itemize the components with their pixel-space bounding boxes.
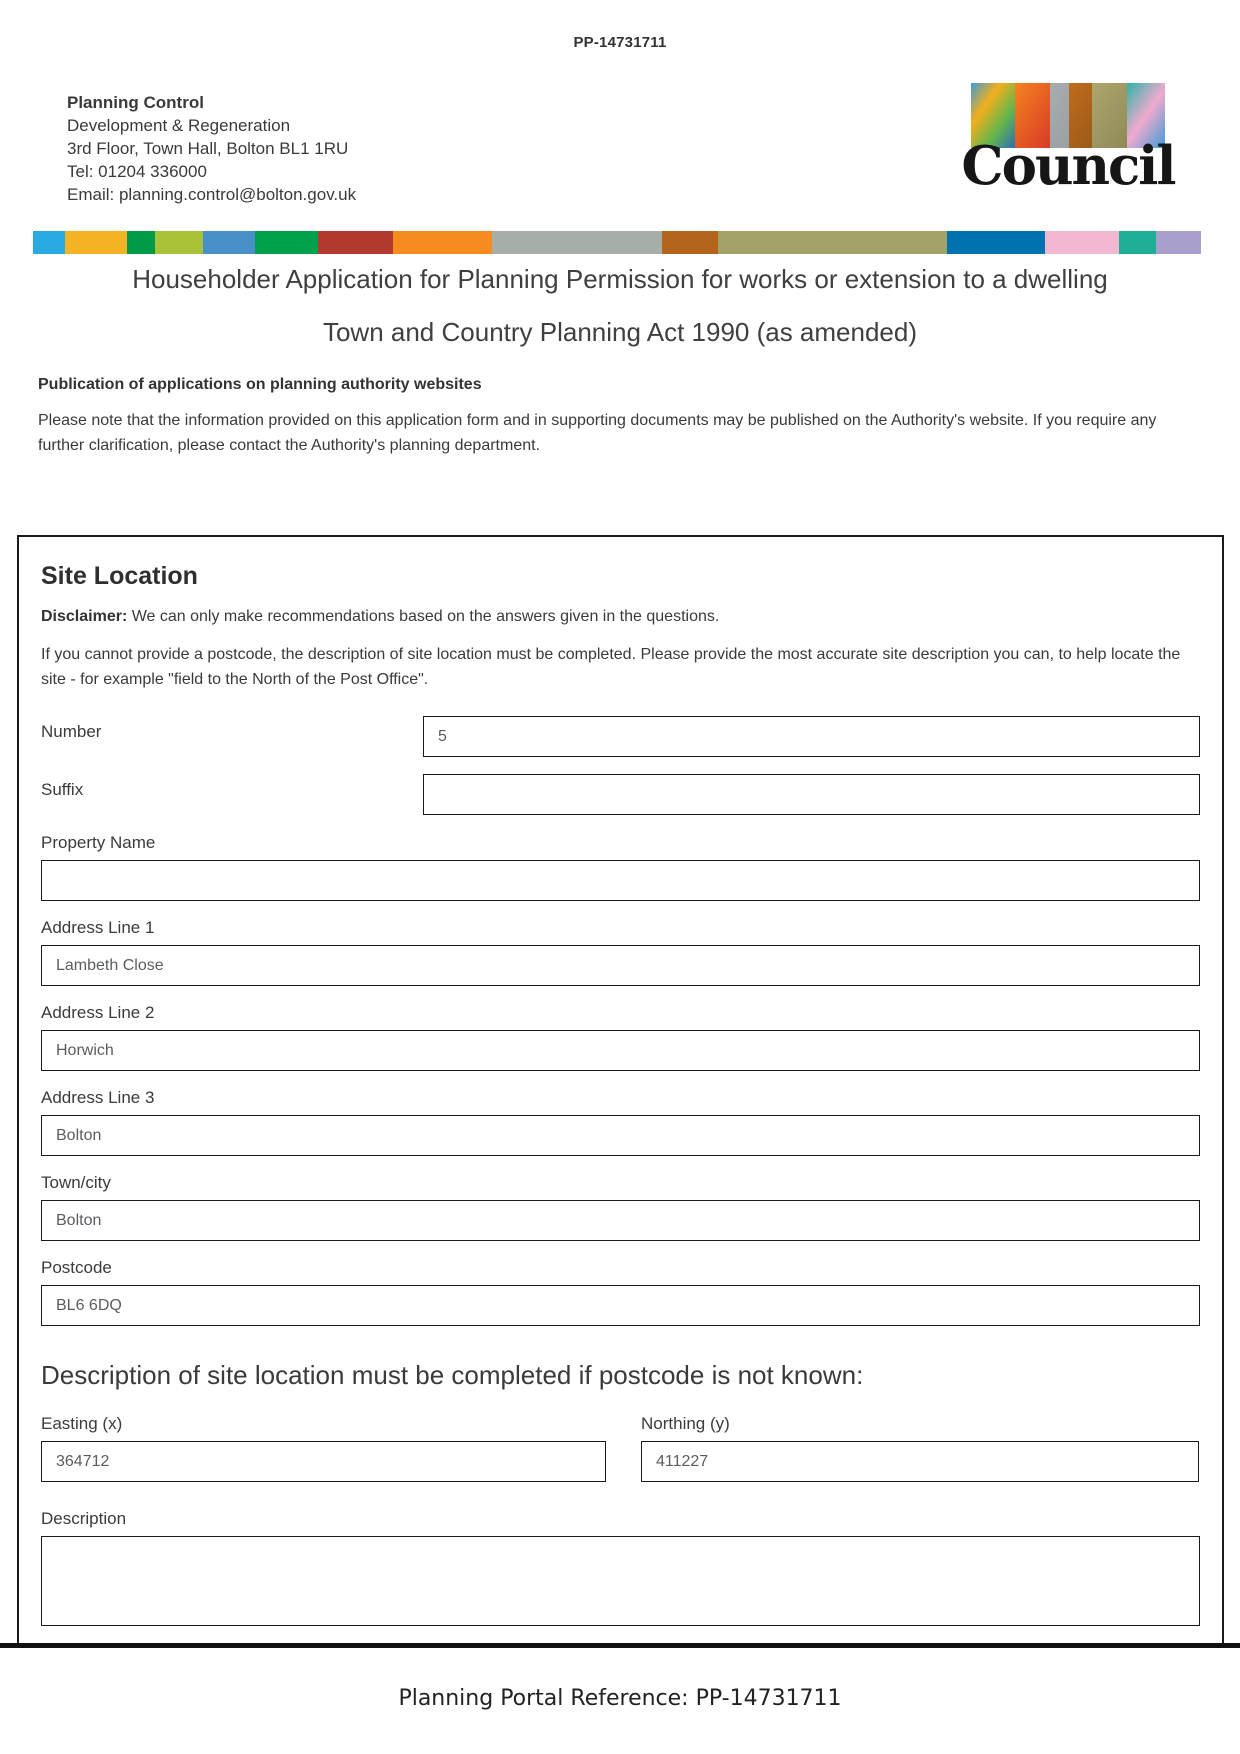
address-line: 3rd Floor, Town Hall, Bolton BL1 1RU — [67, 139, 349, 158]
field-label: Property Name — [41, 833, 156, 852]
field-input[interactable] — [41, 1030, 1200, 1071]
bolton-council-logo — [959, 91, 1177, 197]
postcode-guidance-text: If you cannot provide a postcode, the description of site location must be completed. Please provide the most accurate site description you can, to help locate the site - for example "field to the North of the Post Office". — [41, 646, 1181, 688]
header — [0, 91, 1240, 206]
site-location-section — [17, 535, 1224, 1648]
planning-portal-reference: Planning Portal Reference: PP-14731711 — [398, 1686, 842, 1711]
field-row — [41, 917, 1200, 986]
field-label: Number — [41, 722, 102, 741]
field-row — [41, 1172, 1200, 1241]
logo-word-bolton — [959, 91, 1177, 142]
stripe-segment — [33, 231, 65, 254]
field-input[interactable] — [41, 1200, 1200, 1241]
northing-label: Northing (y) — [641, 1414, 730, 1433]
field-label: Address Line 1 — [41, 918, 155, 937]
stripe-segment — [127, 231, 155, 254]
field-row — [41, 1002, 1200, 1071]
form-title: Householder Application for Planning Permission for works or extension to a dwelling — [132, 264, 1108, 294]
description-field-group — [41, 1508, 1200, 1626]
disclaimer-text — [41, 608, 1200, 626]
description-textarea[interactable] — [41, 1536, 1200, 1626]
phone-line: Tel: 01204 336000 — [67, 162, 207, 181]
stripe-segment — [718, 231, 947, 254]
publication-note: Please note that the information provided on this application form and in supporting documents may be published on the Authority's website. If you require any further clarification, please contact the Authority's planning department. — [38, 412, 1157, 454]
northing-input[interactable] — [641, 1441, 1199, 1482]
field-label: Address Line 2 — [41, 1003, 155, 1022]
form-subtitle: Town and Country Planning Act 1990 (as amended) — [322, 317, 918, 347]
stripe-segment — [947, 231, 1045, 254]
field-label: Suffix — [41, 780, 84, 799]
page-footer — [0, 1648, 1240, 1749]
logo-word-council: Council — [961, 134, 1175, 197]
stripe-segment — [393, 231, 492, 254]
field-input[interactable] — [423, 774, 1200, 815]
field-row — [41, 1087, 1200, 1156]
field-label: Address Line 3 — [41, 1088, 155, 1107]
stripe-segment — [1045, 231, 1119, 254]
stripe-segment — [662, 231, 718, 254]
field-row — [41, 1257, 1200, 1326]
northing-field-group — [641, 1413, 1199, 1482]
stripe-segment — [255, 231, 318, 254]
brand-color-stripe — [33, 231, 1201, 254]
field-input[interactable] — [41, 945, 1200, 986]
field-input[interactable] — [423, 716, 1200, 757]
field-label: Town/city — [41, 1173, 111, 1192]
stripe-segment — [65, 231, 127, 254]
easting-label: Easting (x) — [41, 1414, 123, 1433]
field-row — [41, 832, 1200, 901]
description-label: Description — [41, 1509, 127, 1528]
address-fields — [41, 716, 1200, 1326]
address-line: Development & Regeneration — [67, 116, 291, 135]
coordinates-row — [41, 1413, 1200, 1482]
stripe-segment — [318, 231, 393, 254]
department-name: Planning Control — [67, 93, 204, 112]
authority-address-block — [67, 91, 356, 206]
stripe-segment — [1119, 231, 1156, 254]
field-input[interactable] — [41, 1285, 1200, 1326]
easting-field-group — [41, 1413, 606, 1482]
easting-input[interactable] — [41, 1441, 606, 1482]
description-required-heading: Description of site location must be completed if postcode is not known: — [41, 1360, 864, 1390]
email-line: Email: planning.control@bolton.gov.uk — [67, 185, 357, 204]
field-input[interactable] — [41, 860, 1200, 901]
field-label: Postcode — [41, 1258, 112, 1277]
disclaimer-label: Disclaimer: — [41, 608, 128, 625]
field-row — [41, 774, 1200, 815]
application-reference: PP-14731711 — [573, 34, 667, 51]
disclaimer-body: We can only make recommendations based on the answers given in the questions. — [127, 608, 720, 625]
stripe-segment — [203, 231, 255, 254]
stripe-segment — [1156, 231, 1201, 254]
stripe-segment — [492, 231, 662, 254]
field-input[interactable] — [41, 1115, 1200, 1156]
field-row — [41, 716, 1200, 757]
publication-heading: Publication of applications on planning authority websites — [38, 376, 482, 393]
section-heading: Site Location — [41, 562, 198, 590]
stripe-segment — [155, 231, 203, 254]
